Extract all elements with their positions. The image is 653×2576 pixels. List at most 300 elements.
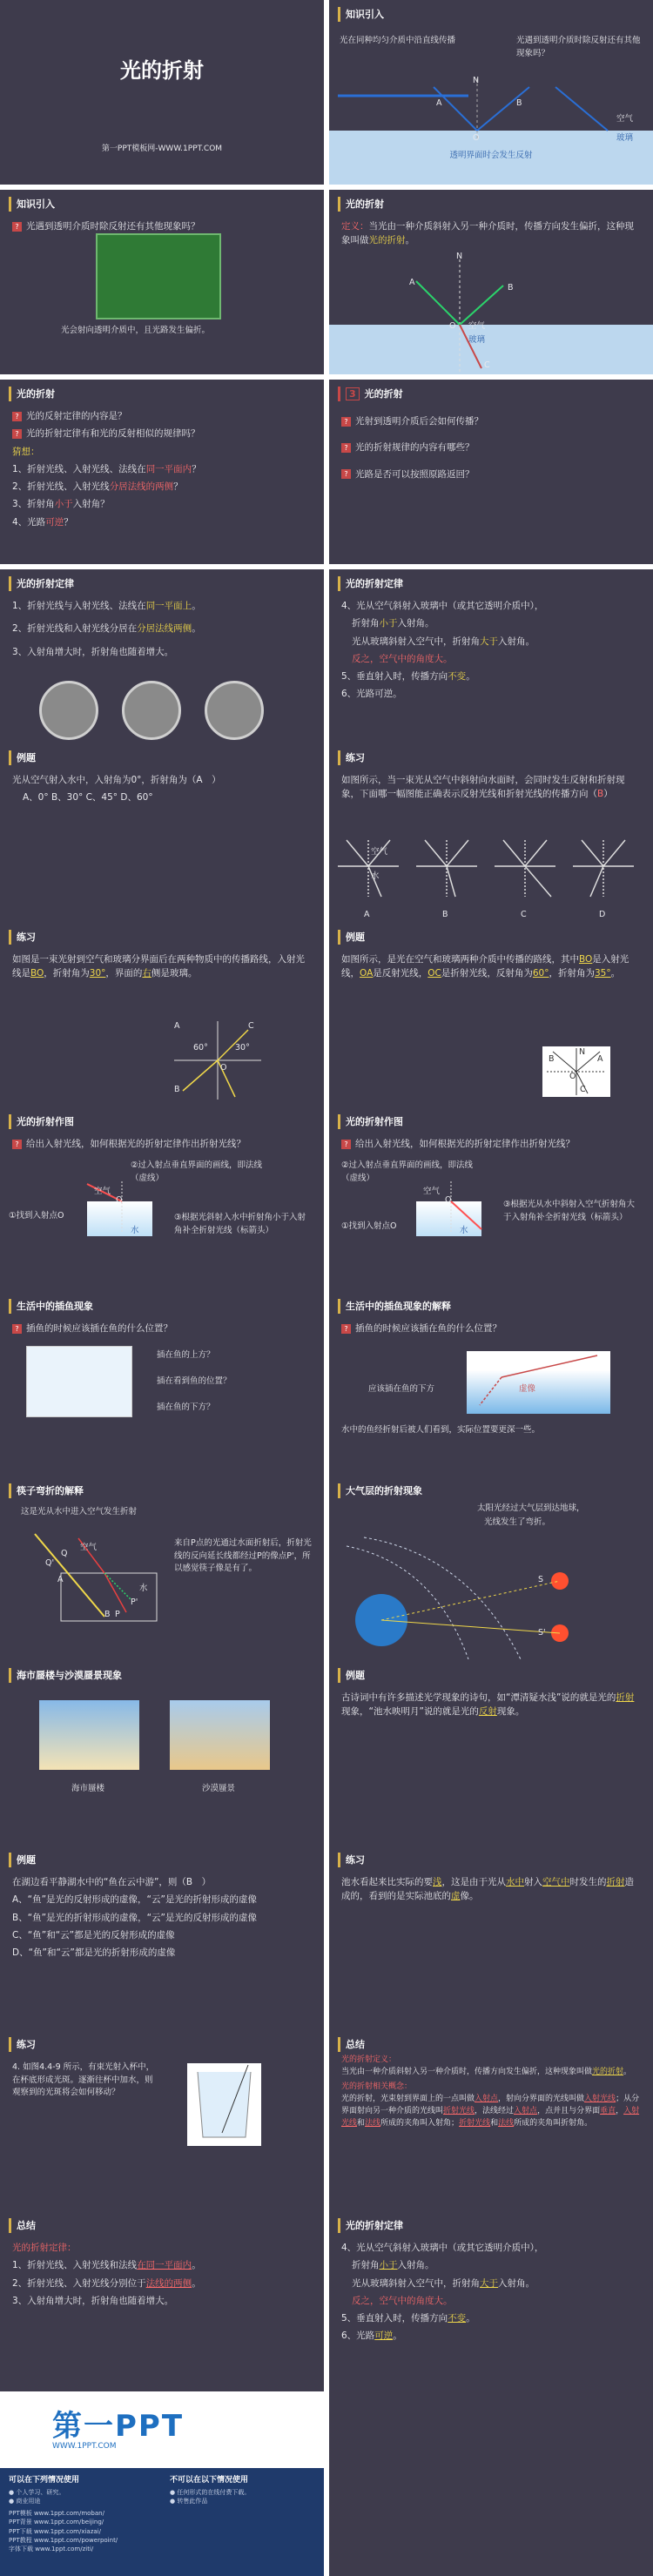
q-part-4: 时发生的 bbox=[569, 1877, 607, 1887]
law-4b: 折射角 bbox=[352, 2260, 380, 2271]
law-5-end: 。 bbox=[466, 671, 475, 683]
question-text: 光从空气射入水中，入射角为0°，折射角为（A ） bbox=[12, 775, 221, 785]
empty-slide bbox=[329, 2391, 653, 2576]
slide-heading: 光的折射 bbox=[338, 197, 384, 212]
slide-law-2 bbox=[329, 569, 653, 754]
answer-text: 应该插在鱼的下方 bbox=[368, 1384, 435, 1394]
concept-9: 和 bbox=[490, 2118, 499, 2128]
disallowed-heading: 不可以在以下情况使用 bbox=[170, 2476, 249, 2485]
law-4: 4、光从空气斜射入玻璃中（或其它透明介质中）， bbox=[341, 2243, 544, 2253]
label-n: N bbox=[579, 1047, 586, 1057]
blank-3: 右 bbox=[142, 968, 151, 979]
option-c: C bbox=[521, 910, 527, 919]
intro-bottom-text: 透明界面时会发生反射 bbox=[449, 151, 533, 160]
law-4b-end: 入射角。 bbox=[397, 2260, 434, 2271]
law-1: 1、折射光线与入射光线、法线在 bbox=[12, 601, 146, 611]
slide-heading: 练习 bbox=[338, 750, 365, 765]
option-b: B bbox=[442, 910, 448, 919]
slide-heading: 光的折射作图 bbox=[338, 1114, 403, 1129]
law-1-end: 。 bbox=[192, 2260, 201, 2271]
slide-fish-1 bbox=[0, 1292, 324, 1476]
guess-4: 4、光路 bbox=[12, 516, 46, 528]
concept-1: 光的折射，光束射到界面上的一点叫做 bbox=[341, 2094, 475, 2103]
label-o: O bbox=[449, 321, 456, 331]
law-2-end: 。 bbox=[192, 2277, 201, 2289]
green-glass-photo bbox=[96, 233, 221, 319]
label-o: O bbox=[116, 1195, 123, 1205]
question-icon: ? bbox=[341, 443, 351, 453]
question-text: 光遇到透明介质时除反射还有其他现象吗？ bbox=[26, 221, 200, 232]
slide-heading: 光的折射 bbox=[9, 387, 55, 401]
slide-heading: 生活中的插鱼现象的解释 bbox=[338, 1299, 451, 1314]
page-subtitle: 第一PPT模板网-WWW.1PPT.COM bbox=[101, 145, 223, 153]
q-part-1: 如图是一束光射到空气和玻璃分界面后在两种物质中的传播路线，入射光线是 bbox=[12, 954, 305, 979]
slide-practice-1 bbox=[329, 743, 653, 928]
label-a: A bbox=[57, 1575, 64, 1584]
angle-60: 60° bbox=[193, 1043, 208, 1053]
caption-desert: 沙漠蜃景 bbox=[202, 1784, 236, 1793]
law-2-blank: 法线的两侧 bbox=[145, 2277, 192, 2289]
label-c: C bbox=[248, 1021, 254, 1031]
law-1-blank: 在同一平面内 bbox=[137, 2260, 192, 2271]
label-b: B bbox=[549, 1054, 555, 1064]
q-part-4: 侧是玻璃。 bbox=[151, 968, 198, 979]
guess-2: 2、折射光线、入射光线 bbox=[12, 481, 110, 493]
slide-intro bbox=[329, 0, 653, 185]
law-6-end: 。 bbox=[393, 2331, 402, 2342]
refraction-diagram bbox=[329, 251, 653, 374]
ray-diagram bbox=[165, 1017, 270, 1104]
q-part-5: 造成的，看到的是实际池底的 bbox=[341, 1877, 634, 1902]
question-1: 光的反射定律的内容是？ bbox=[26, 411, 127, 421]
question-icon: ? bbox=[341, 1140, 351, 1149]
blank-4: 60° bbox=[532, 968, 549, 979]
label-o: O bbox=[445, 1195, 452, 1205]
question-icon: ? bbox=[341, 469, 351, 479]
q-part-1: 如图所示，是光在空气和玻璃两种介质中传播的路线，其中 bbox=[341, 954, 579, 965]
slide-heading: 练习 bbox=[9, 930, 36, 945]
label-water: 水 bbox=[131, 1226, 139, 1235]
question-icon: ? bbox=[341, 417, 351, 427]
label-o: O bbox=[473, 133, 480, 143]
label-water: 水 bbox=[371, 871, 380, 881]
summary-def-title: 光的折射定义： bbox=[341, 2055, 397, 2064]
question-icon: ? bbox=[12, 1324, 22, 1334]
question-end: ） bbox=[603, 789, 613, 800]
blank-3: OC bbox=[427, 968, 441, 979]
slide-intro-2 bbox=[0, 190, 324, 374]
option-a: A bbox=[364, 910, 370, 919]
slide-heading: 知识引入 bbox=[9, 197, 55, 212]
question-icon: ? bbox=[12, 1140, 22, 1149]
law-1-end: 。 bbox=[192, 601, 201, 611]
label-b: B bbox=[104, 1610, 111, 1619]
caption-sea: 海市蜃楼 bbox=[71, 1784, 105, 1793]
protractor-image-1 bbox=[39, 681, 98, 740]
blank-2: 反射 bbox=[478, 1706, 497, 1718]
site-link[interactable]: PPT背景 www.1ppt.com/beijing/ bbox=[9, 2519, 104, 2526]
law-2-hl: 分居法线两侧 bbox=[137, 623, 192, 635]
blank-2: OA bbox=[360, 968, 374, 979]
law-3: 3、入射角增大时，折射角也随着增大。 bbox=[12, 2295, 174, 2306]
answer-options: A、0° B、30° C、45° D、60° bbox=[23, 792, 153, 804]
question-2: 光的折射规律的内容有哪些？ bbox=[355, 442, 475, 454]
slide-heading: 光的折射作图 bbox=[9, 1114, 74, 1129]
q-part-3: ，界面的 bbox=[105, 968, 143, 979]
blank-5: 虚 bbox=[451, 1891, 461, 1902]
section-number: 3 bbox=[346, 387, 360, 400]
slide-title bbox=[0, 0, 324, 185]
law-4d: 反之，空气中的角度大。 bbox=[352, 653, 453, 664]
label-water: 水 bbox=[460, 1226, 468, 1235]
def-label: 定义： bbox=[341, 221, 369, 232]
guess-3-end: 入射角？ bbox=[72, 499, 110, 510]
law-5-end: 。 bbox=[466, 2313, 475, 2324]
slide-heading: 筷子弯折的解释 bbox=[9, 1483, 84, 1498]
blank-2: 水中 bbox=[506, 1877, 524, 1887]
slide-atmosphere bbox=[329, 1476, 653, 1661]
conclusion-text: 水中的鱼经折射后被人们看到，实际位置要更深一些。 bbox=[341, 1425, 541, 1435]
label-n: N bbox=[473, 76, 480, 85]
q-part-4: 是折射光线，反射角为 bbox=[441, 968, 533, 979]
logo-text: 第一PPT bbox=[52, 2409, 185, 2444]
end-slide bbox=[0, 2391, 324, 2576]
option-d: D bbox=[599, 910, 606, 919]
slide-heading: 总结 bbox=[338, 2037, 365, 2052]
concept-blank-3: 折射光线 bbox=[443, 2106, 475, 2115]
disallowed-1: ● 任何形式的在线付费下载。 bbox=[170, 2489, 251, 2496]
slide-fish-2 bbox=[329, 1292, 653, 1476]
desert-mirage-photo bbox=[170, 1700, 270, 1770]
def-end: 。 bbox=[405, 235, 414, 246]
intro-text: 这是光从水中进入空气发生折射 bbox=[21, 1507, 138, 1517]
label-p: P bbox=[115, 1610, 120, 1619]
explain-text: 来自P点的光通过水面折射后，折射光线的反向延长线都经过P的像点P'，所以感觉筷子像是有了 bbox=[174, 1538, 312, 1574]
blank-5: 35° bbox=[595, 968, 611, 979]
step-3: ③根据光从水中斜射入空气折射角大于入射角补全折射光线（标箭头） bbox=[503, 1200, 636, 1222]
concept-10: 所成的夹角叫折射角。 bbox=[514, 2118, 593, 2128]
blank-1: 浅 bbox=[433, 1877, 442, 1887]
concept-blank-6: 入射光线 bbox=[341, 2106, 640, 2128]
options-diagram bbox=[329, 827, 653, 910]
blank-1: BO bbox=[579, 954, 593, 965]
label-n: N bbox=[456, 252, 463, 261]
law-1-hl: 同一平面上 bbox=[145, 601, 192, 611]
concept-blank-2: 入射光线 bbox=[584, 2094, 616, 2103]
law-6: 6、光路 bbox=[341, 2331, 375, 2342]
slide-summary-3 bbox=[329, 2211, 653, 2396]
slide-chopsticks bbox=[0, 1476, 324, 1661]
law-4d: 反之，空气中的角度大。 bbox=[352, 2295, 453, 2306]
blank-4: 折射 bbox=[606, 1877, 625, 1887]
slide-heading: 光的折射 bbox=[364, 388, 403, 400]
concept-5: ，点并且与分界面 bbox=[537, 2106, 601, 2115]
q-part-2: ，折射角为 bbox=[44, 968, 90, 979]
label-a: A bbox=[409, 278, 415, 287]
slide-example-2 bbox=[329, 923, 653, 1107]
def-text: 当光由一种介质斜射入另一种介质时，传播方向发生偏折，这种现象叫做 bbox=[341, 221, 634, 246]
slide-heading: 练习 bbox=[9, 2037, 36, 2052]
atmosphere-diagram bbox=[329, 1529, 653, 1659]
slide-heading: 例题 bbox=[338, 1668, 365, 1683]
question-icon: ? bbox=[12, 222, 22, 232]
label-air: 空气 bbox=[371, 847, 388, 857]
label-q: Q bbox=[61, 1549, 68, 1558]
question-text: 插鱼的时候应该插在鱼的什么位置？ bbox=[355, 1323, 502, 1334]
site-link[interactable]: PPT下载 www.1ppt.com/xiazai/ bbox=[9, 2527, 101, 2535]
label-glass: 玻璃 bbox=[616, 133, 634, 143]
label-c: C bbox=[580, 1085, 586, 1094]
option-c: C、“鱼”和“云”都是光的反射形成的虚像 bbox=[12, 1929, 175, 1940]
concept-6: ， bbox=[616, 2106, 624, 2115]
q-part-3: 现象。 bbox=[496, 1706, 525, 1718]
label-c: C bbox=[484, 360, 490, 370]
q-part-2: 是入射光线， bbox=[341, 954, 629, 979]
concept-8: 所成的夹角叫入射角； bbox=[380, 2118, 460, 2128]
guess-4-end: ？ bbox=[64, 516, 73, 528]
law-4c-blank: 大于 bbox=[480, 2277, 498, 2289]
slide-heading: 光的折射定律 bbox=[338, 2218, 403, 2233]
allowed-2: ● 商业用途 bbox=[9, 2498, 41, 2505]
slide-practice-2 bbox=[0, 923, 324, 1107]
law-5: 5、垂直射入时，传播方向 bbox=[341, 671, 448, 683]
law-4c: 光从玻璃斜射入空气中，折射角 bbox=[352, 636, 480, 647]
label-q-prime: Q' bbox=[45, 1558, 55, 1568]
law-4c-end: 入射角。 bbox=[498, 636, 535, 647]
law-5-blank: 不变 bbox=[448, 2313, 467, 2324]
label-air: 空气 bbox=[80, 1543, 98, 1552]
step-2: ②过入射点垂直界面的画线，即法线（虚线） bbox=[341, 1160, 474, 1183]
summary-def-text: 当光由一种介质斜射入另一种介质时，传播方向发生偏折，这种现象叫做 bbox=[341, 2067, 593, 2076]
allowed-1: ● 个人学习、研究。 bbox=[9, 2489, 65, 2496]
guess-1-end: ？ bbox=[192, 463, 201, 474]
law-4b-blank: 小于 bbox=[379, 2260, 398, 2271]
slide-heading: 生活中的插鱼现象 bbox=[9, 1299, 93, 1314]
law-6: 6、光路可逆。 bbox=[341, 689, 402, 700]
law-2: 2、折射光线、入射光线分别位于 bbox=[12, 2277, 146, 2289]
label-b: B bbox=[508, 283, 514, 293]
protractor-image-3 bbox=[205, 681, 264, 740]
slide-heading: 知识引入 bbox=[338, 7, 384, 22]
slide-practice-4 bbox=[0, 2030, 324, 2215]
label-a: A bbox=[174, 1021, 180, 1031]
label-air: 空气 bbox=[94, 1187, 111, 1196]
question-text: 给出入射光线，如何根据光的折射定律作出折射光线？ bbox=[355, 1139, 575, 1149]
allowed-heading: 可以在下列情况使用 bbox=[9, 2476, 80, 2485]
slide-heading: 海市蜃楼与沙漠蜃景现象 bbox=[9, 1668, 122, 1683]
text-2: 光线发生了弯折。 bbox=[484, 1517, 551, 1527]
slide-heading: 大气层的折射现象 bbox=[338, 1483, 422, 1498]
disallowed-2: ● 转售此作品 bbox=[170, 2498, 208, 2505]
option-2: 插在看到鱼的位置？ bbox=[157, 1376, 232, 1386]
step-1: ①找到入射点O bbox=[341, 1221, 397, 1231]
guess-1-hl: 同一平面内 bbox=[145, 463, 192, 474]
site-link[interactable]: PPT教程 www.1ppt.com/powerpoint/ bbox=[9, 2536, 118, 2544]
slide-example-3 bbox=[329, 1661, 653, 1846]
question-text: 插鱼的时候应该插在鱼的什么位置？ bbox=[26, 1323, 172, 1334]
label-air: 空气 bbox=[616, 114, 634, 124]
slide-refraction-def bbox=[329, 190, 653, 374]
fishing-illustration bbox=[26, 1346, 132, 1417]
q-part-5: ，折射角为 bbox=[549, 968, 595, 979]
label-o: O bbox=[569, 1072, 576, 1081]
guess-1: 1、折射光线、入射光线、法线在 bbox=[12, 463, 146, 474]
law-1: 1、折射光线、入射光线和法线 bbox=[12, 2260, 138, 2271]
guess-2-hl: 分居法线的两侧 bbox=[109, 481, 174, 493]
law-3: 3、入射角增大时，折射角也随着增大。 bbox=[12, 646, 174, 657]
intro-text-left: 光在同种均匀介质中沿直线传播 bbox=[340, 36, 456, 45]
slide-law-1 bbox=[0, 569, 324, 754]
slide-mirage bbox=[0, 1661, 324, 1846]
law-4b: 折射角 bbox=[352, 618, 380, 629]
sea-mirage-photo bbox=[39, 1700, 139, 1770]
q-part-1: 池水看起来比实际的要 bbox=[341, 1877, 433, 1887]
question-icon: ? bbox=[12, 429, 22, 439]
slide-heading-wrap bbox=[338, 387, 403, 401]
guess-2-end: ？ bbox=[173, 481, 183, 493]
concept-3: ；从分界面射向另一种介质的光线叫 bbox=[341, 2094, 640, 2115]
fish-refraction-image bbox=[467, 1351, 610, 1414]
slide-heading: 总结 bbox=[9, 2218, 36, 2233]
def-term: 光的折射 bbox=[368, 235, 406, 246]
law-4c-hl: 大于 bbox=[480, 636, 498, 647]
concept-7: 和 bbox=[357, 2118, 366, 2128]
slide-example-1 bbox=[0, 743, 324, 928]
protractor-image-2 bbox=[122, 681, 181, 740]
q-part-1: 古诗词中有许多描述光学现象的诗句，如“潭清疑水浅”说的就是光的 bbox=[341, 1692, 616, 1703]
slide-heading: 光的折射定律 bbox=[9, 576, 74, 591]
logo-url[interactable]: WWW.1PPT.COM bbox=[52, 2442, 117, 2451]
slide-heading: 例题 bbox=[338, 930, 365, 945]
step-3: ③根据光斜射入水中折射角小于入射角补全折射光线（标箭头） bbox=[174, 1213, 306, 1235]
label-a: A bbox=[597, 1054, 603, 1064]
slide-heading: 光的折射定律 bbox=[338, 576, 403, 591]
question-2: 光的折射定律有和光的反射相似的规律吗？ bbox=[26, 428, 200, 440]
summary-law-title: 光的折射定律： bbox=[12, 2243, 77, 2253]
slide-example-4 bbox=[0, 1846, 324, 2030]
option-1: 插在鱼的上方？ bbox=[157, 1350, 215, 1360]
concept-blank-4: 入射点 bbox=[514, 2106, 538, 2115]
summary-concept-title: 光的折射相关概念： bbox=[341, 2082, 413, 2091]
cup-figure bbox=[187, 2063, 261, 2146]
concept-blank-1: 入射点 bbox=[475, 2094, 499, 2103]
concept-4: ，法线经过 bbox=[475, 2106, 515, 2115]
slide-summary-1 bbox=[329, 2030, 653, 2215]
guess-4-hl: 可逆 bbox=[45, 516, 64, 528]
virtual-image-label: 虚像 bbox=[519, 1384, 536, 1394]
chopstick-diagram bbox=[26, 1525, 174, 1638]
summary-def-end: 。 bbox=[623, 2067, 632, 2076]
question-icon: ? bbox=[341, 1324, 351, 1334]
law-2: 2、折射光线和入射光线分居在 bbox=[12, 623, 138, 635]
concept-blank-8: 折射光线 bbox=[459, 2118, 491, 2128]
caption-text: 光会射向透明介质中，且光路发生偏折。 bbox=[61, 326, 211, 335]
blank-3: 空气中 bbox=[542, 1877, 570, 1887]
slide-drawing-2 bbox=[329, 1107, 653, 1292]
law-5-hl: 不变 bbox=[448, 671, 467, 683]
q-part-3: 射入 bbox=[524, 1877, 542, 1887]
q-part-2: ，这是由于光从 bbox=[441, 1877, 506, 1887]
label-water: 水 bbox=[139, 1584, 148, 1593]
question-text: 在湖边看平静湖水中的“鱼在云中游”，则（B ） bbox=[12, 1877, 212, 1887]
guess-3-hl: 小于 bbox=[54, 499, 73, 510]
usage-terms bbox=[0, 2468, 324, 2576]
answer: B bbox=[597, 789, 604, 800]
question-icon: ? bbox=[12, 412, 22, 421]
concept-2: ，射向分界面的光线叫做 bbox=[498, 2094, 585, 2103]
slide-heading: 练习 bbox=[338, 1853, 365, 1867]
law-2-end: 。 bbox=[192, 623, 201, 635]
law-5: 5、垂直射入时，传播方向 bbox=[341, 2313, 448, 2324]
q-part-6: 。 bbox=[610, 968, 621, 979]
page-title: 光的折射 bbox=[120, 57, 204, 83]
blank-2: 30° bbox=[89, 968, 106, 979]
option-a: A、“鱼”是光的反射形成的虚像，“云”是光的折射形成的虚像 bbox=[12, 1894, 257, 1906]
slide-summary-2 bbox=[0, 2211, 324, 2396]
concept-blank-5: 垂直 bbox=[600, 2106, 616, 2115]
label-glass: 玻璃 bbox=[468, 335, 486, 345]
summary-def-term: 光的折射 bbox=[592, 2067, 624, 2076]
blank-1: BO bbox=[30, 968, 44, 979]
site-link[interactable]: PPT模板 www.1ppt.com/moban/ bbox=[9, 2510, 104, 2518]
slide-heading: 例题 bbox=[9, 1853, 36, 1867]
guess-label: 猜想： bbox=[12, 446, 40, 457]
option-3: 插在鱼的下方？ bbox=[157, 1402, 215, 1412]
text-1: 太阳光经过大气层到达地球， bbox=[477, 1503, 585, 1513]
guess-3: 3、折射角 bbox=[12, 499, 55, 510]
label-air: 空气 bbox=[468, 321, 486, 331]
intro-diagram bbox=[329, 70, 653, 185]
q-part-3: 是反射光线， bbox=[373, 968, 428, 979]
law-4b-hl: 小于 bbox=[379, 618, 398, 629]
label-a: A bbox=[436, 98, 442, 108]
law-4: 4、光从空气斜射入玻璃中（或其它透明介质中）， bbox=[341, 601, 544, 611]
step-1: ①找到入射点O bbox=[9, 1211, 64, 1221]
label-s-prime: S' bbox=[538, 1628, 546, 1638]
question-3: 光路是否可以按照原路返回？ bbox=[355, 468, 475, 480]
slide-heading: 例题 bbox=[9, 750, 36, 765]
concept-blank-7: 法线 bbox=[365, 2118, 381, 2128]
label-p-prime: P' bbox=[131, 1597, 138, 1607]
explain-tail: 。 bbox=[248, 1564, 258, 1574]
law-4c: 光从玻璃斜射入空气中，折射角 bbox=[352, 2277, 480, 2289]
question-1: 光射到透明介质后会如何传播？ bbox=[355, 416, 483, 427]
option-b: B、“鱼”是光的折射形成的虚像，“云”是光的反射形成的虚像 bbox=[12, 1912, 257, 1923]
slide-refraction-questions bbox=[329, 380, 653, 564]
step-2: ②过入射点垂直界面的画线，即法线（虚线） bbox=[131, 1160, 263, 1183]
law-6-blank: 可逆 bbox=[374, 2331, 394, 2342]
question-text: 如图所示，当一束光从空气中斜射向水面时，会同时发生反射和折射现象，下面哪一幅图能正确表示反射光线和折射光线的传播方向（ bbox=[341, 775, 625, 800]
label-air: 空气 bbox=[423, 1187, 441, 1196]
question-text: 给出入射光线，如何根据光的折射定律作出折射光线？ bbox=[26, 1139, 246, 1149]
option-d: D、“鱼”和“云”都是光的折射形成的虚像 bbox=[12, 1947, 176, 1959]
concept-blank-9: 法线 bbox=[498, 2118, 515, 2128]
label-b: B bbox=[174, 1085, 180, 1094]
slide-drawing-1 bbox=[0, 1107, 324, 1292]
label-s: S bbox=[538, 1575, 544, 1584]
site-link[interactable]: 字体下载 www.1ppt.com/ziti/ bbox=[9, 2545, 94, 2552]
angle-30: 30° bbox=[235, 1043, 250, 1053]
law-4b-end: 入射角。 bbox=[397, 618, 434, 629]
question-text: 4. 如图4.4-9 所示，有束光射入杯中，在杯底形成光斑。逐渐往杯中加水，则观察到的光斑将会如何移动？ bbox=[12, 2062, 155, 2098]
law-4c-end: 入射角。 bbox=[498, 2277, 535, 2289]
label-b: B bbox=[516, 98, 522, 108]
intro-text-right: 光遇到透明介质时除反射还有其他现象吗？ bbox=[516, 36, 641, 58]
slide-refraction-guess bbox=[0, 380, 324, 564]
blank-1: 折射 bbox=[616, 1692, 635, 1703]
q-part-2: 现象，“池水映明月”说的就是光的 bbox=[341, 1706, 479, 1718]
label-o: O bbox=[220, 1063, 227, 1073]
